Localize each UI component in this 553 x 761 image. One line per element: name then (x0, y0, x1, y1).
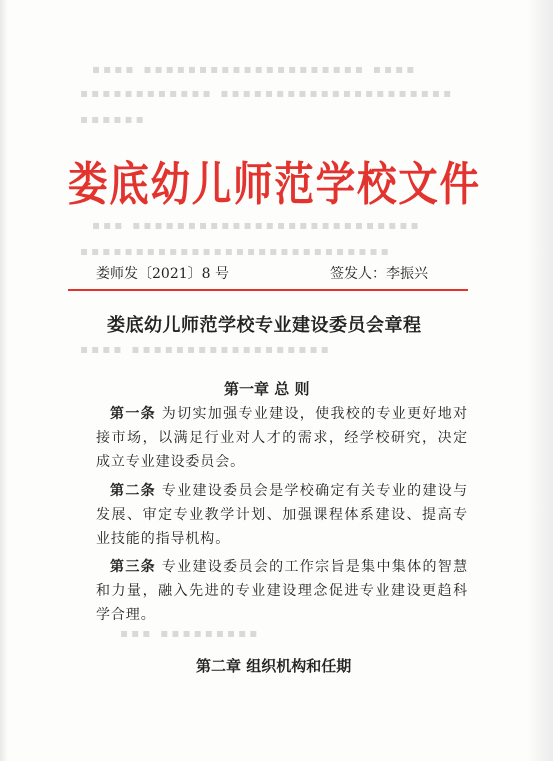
red-divider-line (68, 289, 468, 291)
scan-edge-left (0, 0, 8, 761)
bleed-through-line: ▪▪▪▪▪▪ (80, 112, 147, 126)
article-label: 第二条 (110, 483, 156, 499)
document-number: 娄师发〔2021〕8 号 (96, 266, 229, 282)
scan-edge-right (527, 0, 553, 761)
bleed-through-line: ▪▪▪▪ ▪▪▪▪▪▪▪▪▪▪▪▪▪▪▪▪▪▪▪▪ ▪▪▪▪ (92, 62, 418, 76)
article-label: 第一条 (110, 406, 156, 422)
issuer-signature: 签发人：李振兴 (330, 266, 428, 282)
article-text: 专业建设委员会是学校确定有关专业的建设与发展、审定专业教学计划、加强课程体系建设、提高专业技能的指导机构。 (96, 483, 469, 547)
bleed-through-line: ▪▪▪ ▪▪▪▪▪▪▪▪▪▪▪▪▪▪▪▪▪▪▪▪▪▪▪▪▪▪ (92, 218, 422, 232)
issuing-body-header: 娄底幼儿师范学校文件 (68, 157, 481, 211)
bleed-through-line: ▪▪▪▪▪▪▪▪▪▪▪▪▪▪▪▪▪▪▪▪▪▪▪▪▪▪▪▪ (80, 244, 392, 258)
chapter-heading: 第一章 总 则 (224, 380, 310, 398)
bleed-through-line: ▪▪▪▪▪▪▪▪▪▪▪▪ ▪▪▪▪▪▪▪▪▪▪▪▪▪▪▪▪▪▪▪▪▪ (80, 86, 455, 100)
document-title: 娄底幼儿师范学校专业建设委员会章程 (107, 315, 422, 336)
article-text: 专业建设委员会的工作宗旨是集中集体的智慧和力量，融入先进的专业建设理念促进专业建设更趋科学合理。 (96, 559, 469, 623)
article-paragraph (96, 402, 468, 474)
article-label: 第三条 (110, 559, 156, 575)
bleed-through-line: ▪▪▪▪ ▪▪▪▪▪▪▪▪▪▪▪▪▪▪▪▪▪▪ (80, 342, 332, 356)
chapter-heading: 第二章 组织机构和任期 (196, 657, 352, 675)
article-paragraph (96, 555, 468, 627)
bleed-through-line: ▪▪▪ ▪▪▪▪▪▪▪▪▪ (120, 626, 261, 640)
article-paragraph (96, 479, 468, 551)
article-text: 为切实加强专业建设，使我校的专业更好地对接市场，以满足行业对人才的需求，经学校研究，决定成立专业建设委员会。 (96, 406, 469, 470)
